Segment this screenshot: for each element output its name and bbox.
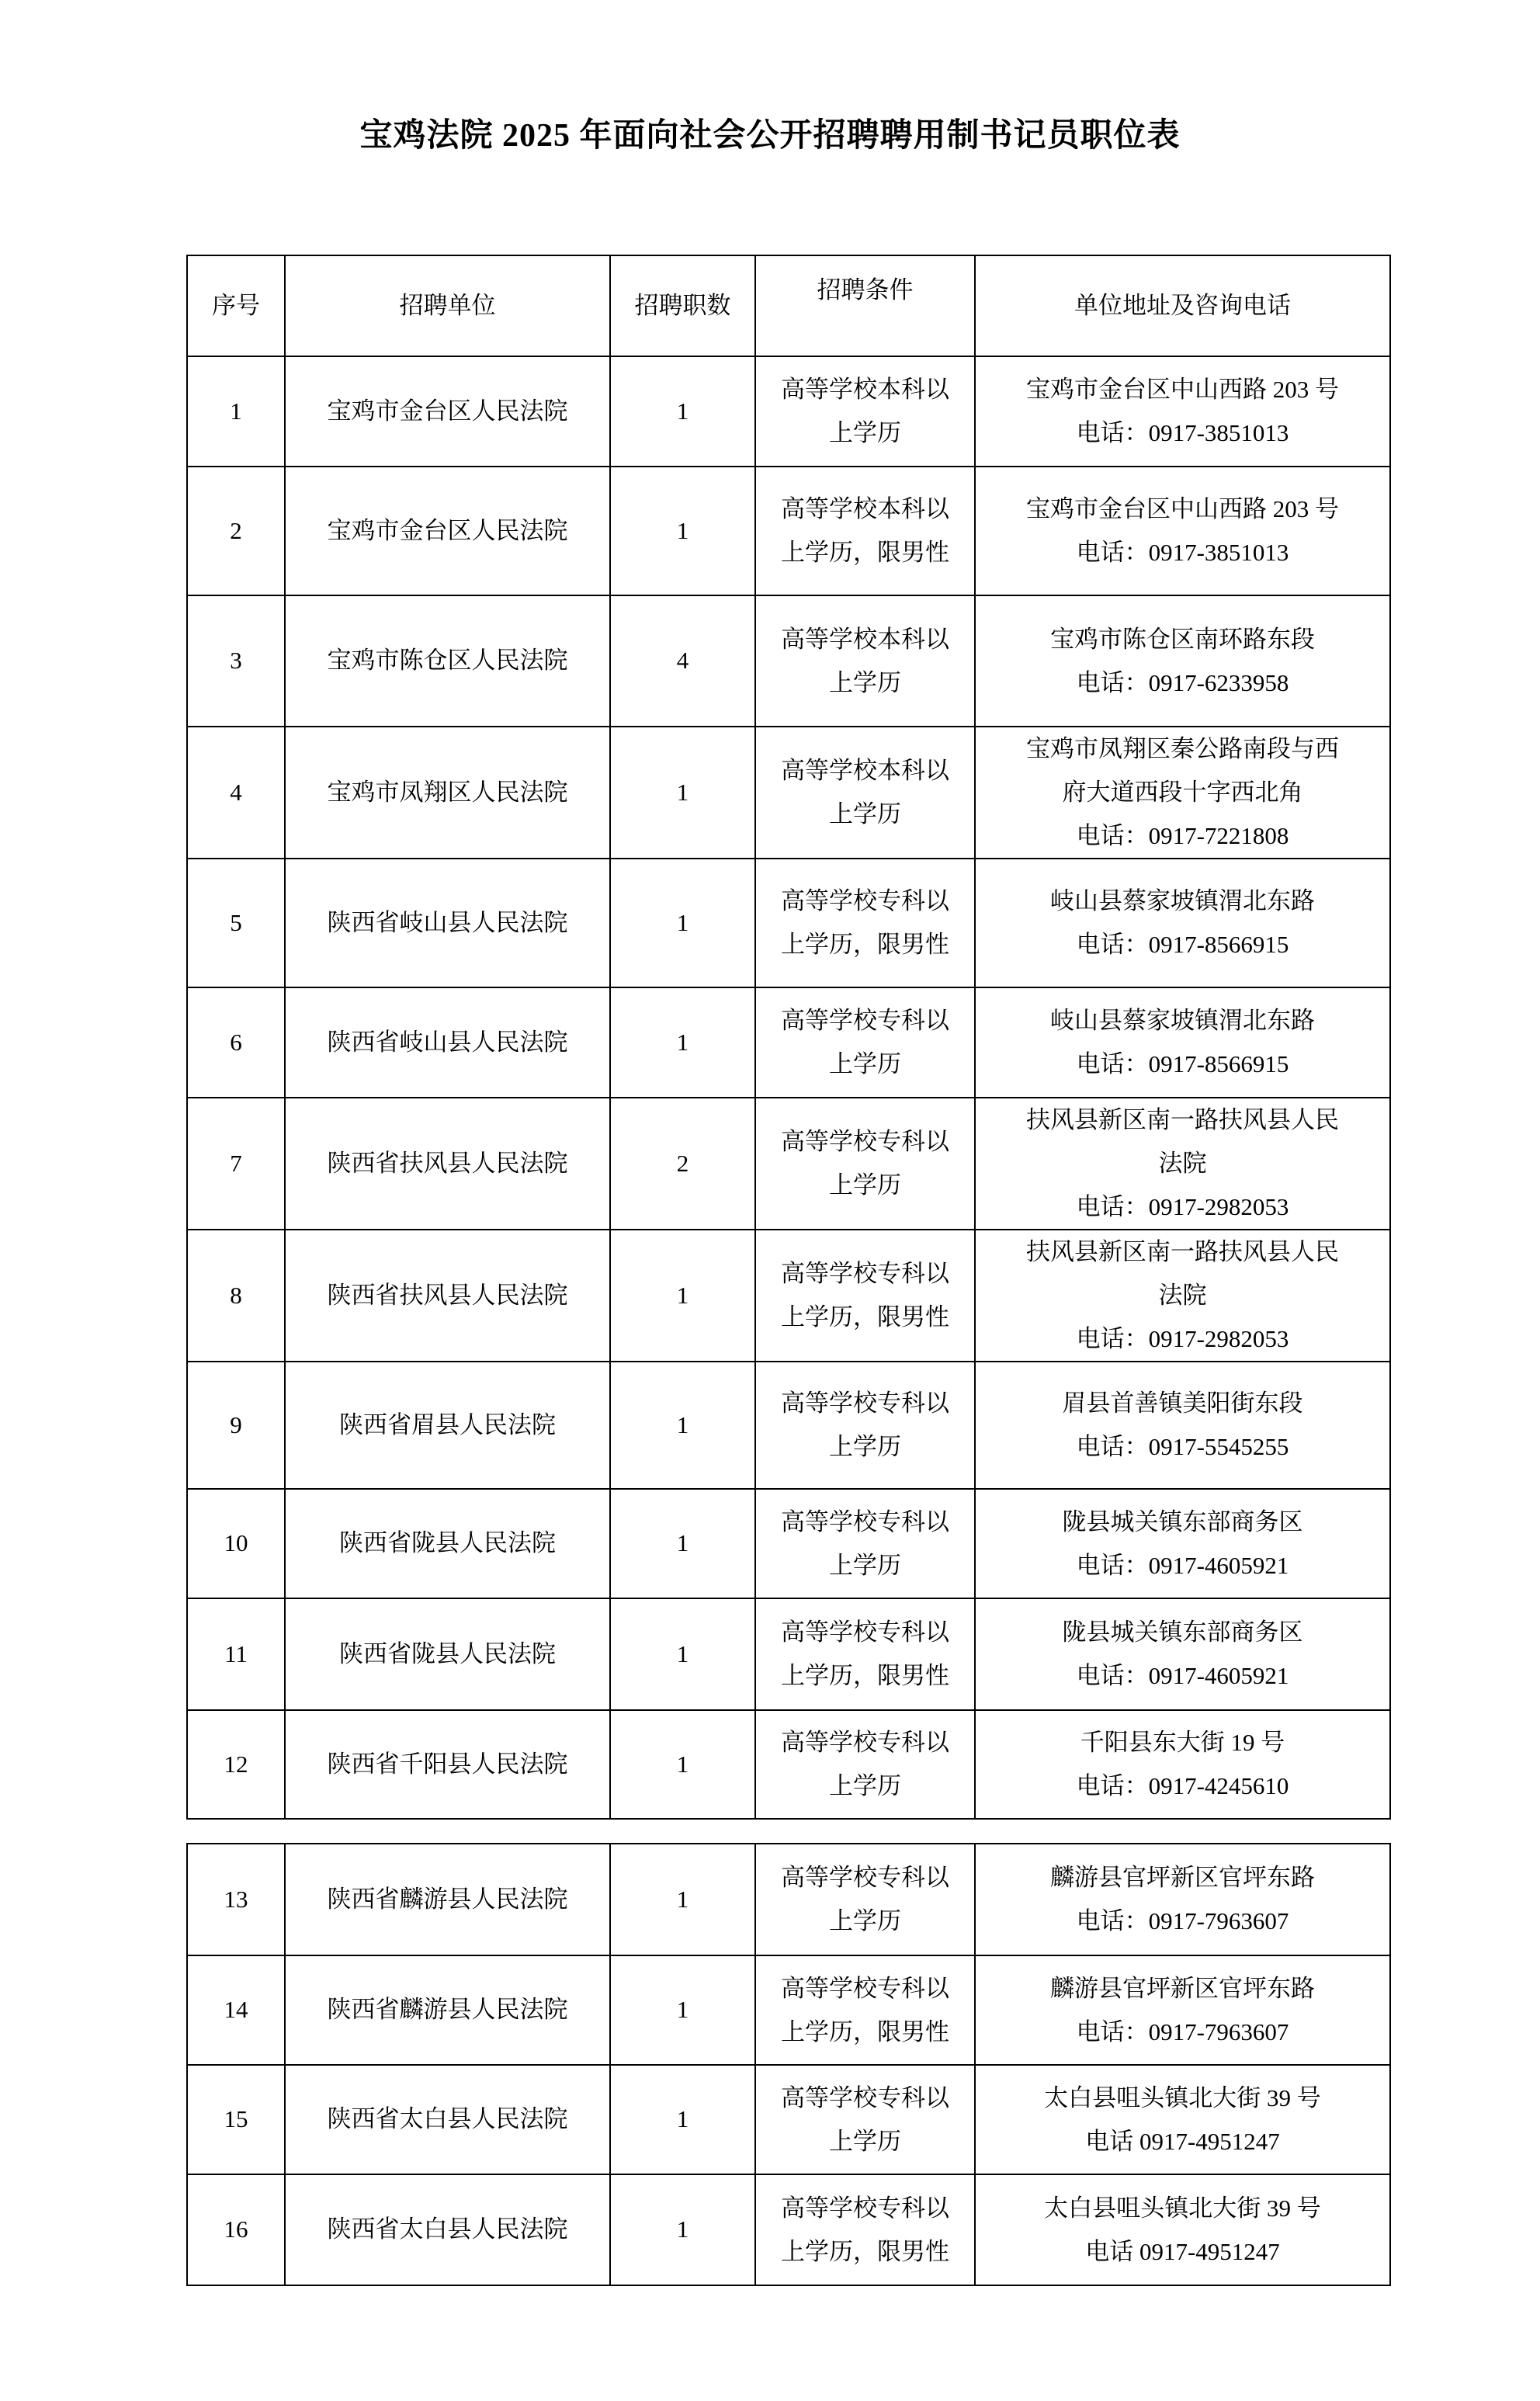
header-address-phone: 单位地址及咨询电话 [975,255,1390,356]
table-row [187,859,1390,987]
row-number-cell: 4 [187,727,285,859]
phone-line: 电话：0917-4245610 [1076,1772,1289,1800]
address-phone-cell [975,2174,1390,2285]
recruiting-unit-cell: 陕西省陇县人民法院 [285,1598,610,1710]
address-phone-cell [975,1098,1390,1230]
table-row [187,356,1390,467]
address-line: 宝鸡市凤翔区秦公路南段与西府大道西段十字西北角 [1026,735,1339,807]
row-number-cell: 5 [187,859,285,987]
row-number-cell: 16 [187,2174,285,2285]
row-number-cell: 14 [187,1955,285,2065]
phone-line: 电话：0917-4605921 [1076,1662,1289,1690]
recruiting-unit-cell: 陕西省麟游县人民法院 [285,1844,610,1955]
address-line: 麟游县官坪新区官坪东路 [1050,1864,1315,1892]
table-row [187,987,1390,1098]
address-line: 扶风县新区南一路扶风县人民法院 [1026,1106,1339,1178]
table-row [187,1710,1390,1819]
position-count-cell: 1 [610,987,755,1098]
table-row [187,727,1390,859]
recruiting-unit-cell: 陕西省眉县人民法院 [285,1362,610,1489]
recruiting-unit-cell: 陕西省扶风县人民法院 [285,1098,610,1230]
address-line: 岐山县蔡家坡镇渭北东路 [1050,1007,1315,1035]
address-phone-cell [975,859,1390,987]
table-row [187,1598,1390,1710]
table-row [187,1230,1390,1362]
recruitment-condition-cell: 高等学校本科以上学历 [755,356,975,467]
address-phone-cell [975,2065,1390,2174]
position-count-cell: 4 [610,595,755,727]
position-count-cell: 1 [610,1362,755,1489]
table-row [187,595,1390,727]
address-line: 千阳县东大街 19 号 [1080,1729,1285,1757]
address-line: 太白县咀头镇北大街 39 号 [1044,2194,1321,2222]
row-number-cell: 9 [187,1362,285,1489]
phone-line: 电话 0917-4951247 [1085,2127,1280,2155]
address-line: 太白县咀头镇北大街 39 号 [1044,2084,1321,2111]
recruitment-condition-cell: 高等学校专科以上学历 [755,1710,975,1819]
table-row [187,467,1390,595]
table-body-upper [187,356,1390,1819]
row-number-cell: 1 [187,356,285,467]
header-recruiting-unit: 招聘单位 [285,255,610,356]
recruiting-unit-cell: 陕西省麟游县人民法院 [285,1955,610,2065]
recruitment-condition-cell: 高等学校专科以上学历，限男性 [755,1598,975,1710]
recruitment-condition-cell: 高等学校专科以上学历 [755,1362,975,1489]
address-line: 宝鸡市陈仓区南环路东段 [1050,625,1315,653]
table-row [187,2065,1390,2174]
recruiting-unit-cell: 陕西省太白县人民法院 [285,2174,610,2285]
table-row [187,1844,1390,1955]
address-phone-cell [975,727,1390,859]
phone-line: 电话：0917-7221808 [1076,822,1289,850]
positions-table-upper [186,255,1391,1820]
address-phone-cell [975,1362,1390,1489]
position-count-cell: 1 [610,859,755,987]
address-phone-cell [975,1598,1390,1710]
recruiting-unit-cell: 宝鸡市凤翔区人民法院 [285,727,610,859]
recruitment-condition-cell: 高等学校专科以上学历 [755,1844,975,1955]
address-line: 麟游县官坪新区官坪东路 [1050,1974,1315,2002]
address-phone-cell [975,1844,1390,1955]
table-header-row [187,255,1390,356]
recruiting-unit-cell: 陕西省太白县人民法院 [285,2065,610,2174]
recruiting-unit-cell: 陕西省千阳县人民法院 [285,1710,610,1819]
address-phone-cell [975,467,1390,595]
position-count-cell: 2 [610,1098,755,1230]
recruiting-unit-cell: 宝鸡市金台区人民法院 [285,356,610,467]
position-count-cell: 1 [610,727,755,859]
header-position-count: 招聘职数 [610,255,755,356]
recruiting-unit-cell: 陕西省岐山县人民法院 [285,987,610,1098]
position-count-cell: 1 [610,1844,755,1955]
position-count-cell: 1 [610,1955,755,2065]
recruitment-condition-cell: 高等学校专科以上学历 [755,1489,975,1598]
recruitment-condition-cell: 高等学校本科以上学历 [755,595,975,727]
recruitment-condition-cell: 高等学校专科以上学历 [755,1098,975,1230]
address-phone-cell [975,1710,1390,1819]
position-count-cell: 1 [610,356,755,467]
recruitment-condition-cell: 高等学校专科以上学历，限男性 [755,859,975,987]
address-phone-cell [975,1955,1390,2065]
address-line: 陇县城关镇东部商务区 [1062,1619,1303,1646]
position-count-cell: 1 [610,1710,755,1819]
phone-line: 电话：0917-2982053 [1076,1325,1289,1353]
address-line: 岐山县蔡家坡镇渭北东路 [1050,887,1315,915]
header-serial-number: 序号 [187,255,285,356]
recruitment-condition-cell: 高等学校专科以上学历，限男性 [755,1955,975,2065]
row-number-cell: 8 [187,1230,285,1362]
table-row [187,2174,1390,2285]
address-phone-cell [975,356,1390,467]
row-number-cell: 11 [187,1598,285,1710]
address-line: 陇县城关镇东部商务区 [1062,1508,1303,1535]
row-number-cell: 12 [187,1710,285,1819]
phone-line: 电话：0917-3851013 [1076,419,1289,447]
phone-line: 电话：0917-7963607 [1076,1907,1289,1935]
position-count-cell: 1 [610,1598,755,1710]
position-count-cell: 1 [610,467,755,595]
recruiting-unit-cell: 宝鸡市金台区人民法院 [285,467,610,595]
recruiting-unit-cell: 陕西省岐山县人民法院 [285,859,610,987]
phone-line: 电话：0917-2982053 [1076,1193,1289,1221]
row-number-cell: 13 [187,1844,285,1955]
address-line: 扶风县新区南一路扶风县人民法院 [1026,1238,1339,1310]
phone-line: 电话：0917-6233958 [1076,668,1289,696]
positions-table-lower [186,1843,1391,2286]
row-number-cell: 15 [187,2065,285,2174]
position-count-cell: 1 [610,1230,755,1362]
table-row [187,1098,1390,1230]
page-title: 宝鸡法院 2025 年面向社会公开招聘聘用制书记员职位表 [359,118,1181,154]
phone-line: 电话：0917-8566915 [1076,931,1289,959]
row-number-cell: 3 [187,595,285,727]
recruiting-unit-cell: 陕西省陇县人民法院 [285,1489,610,1598]
position-count-cell: 1 [610,2065,755,2174]
address-phone-cell [975,987,1390,1098]
recruitment-condition-cell: 高等学校专科以上学历 [755,987,975,1098]
recruitment-condition-cell: 高等学校专科以上学历，限男性 [755,1230,975,1362]
phone-line: 电话：0917-5545255 [1076,1433,1289,1461]
row-number-cell: 6 [187,987,285,1098]
address-line: 眉县首善镇美阳街东段 [1062,1390,1303,1417]
header-recruitment-condition [755,255,975,356]
phone-line: 电话：0917-3851013 [1076,539,1289,567]
address-phone-cell [975,1489,1390,1598]
position-count-cell: 1 [610,1489,755,1598]
phone-line: 电话：0917-7963607 [1076,2018,1289,2045]
position-count-cell: 1 [610,2174,755,2285]
table-row [187,1955,1390,2065]
recruitment-condition-cell: 高等学校专科以上学历 [755,2065,975,2174]
row-number-cell: 10 [187,1489,285,1598]
recruiting-unit-cell: 陕西省扶风县人民法院 [285,1230,610,1362]
address-phone-cell [975,595,1390,727]
recruitment-condition-cell: 高等学校本科以上学历 [755,727,975,859]
header-recruitment-condition-label: 招聘条件 [817,276,914,304]
address-phone-cell [975,1230,1390,1362]
row-number-cell: 7 [187,1098,285,1230]
phone-line: 电话 0917-4951247 [1085,2237,1280,2265]
table-body-lower [187,1844,1390,2285]
phone-line: 电话：0917-8566915 [1076,1050,1289,1078]
address-line: 宝鸡市金台区中山西路 203 号 [1026,376,1339,404]
row-number-cell: 2 [187,467,285,595]
table-row [187,1362,1390,1489]
recruitment-condition-cell: 高等学校本科以上学历，限男性 [755,467,975,595]
table-row [187,1489,1390,1598]
phone-line: 电话：0917-4605921 [1076,1551,1289,1579]
recruiting-unit-cell: 宝鸡市陈仓区人民法院 [285,595,610,727]
recruitment-condition-cell: 高等学校专科以上学历，限男性 [755,2174,975,2285]
address-line: 宝鸡市金台区中山西路 203 号 [1026,495,1339,523]
